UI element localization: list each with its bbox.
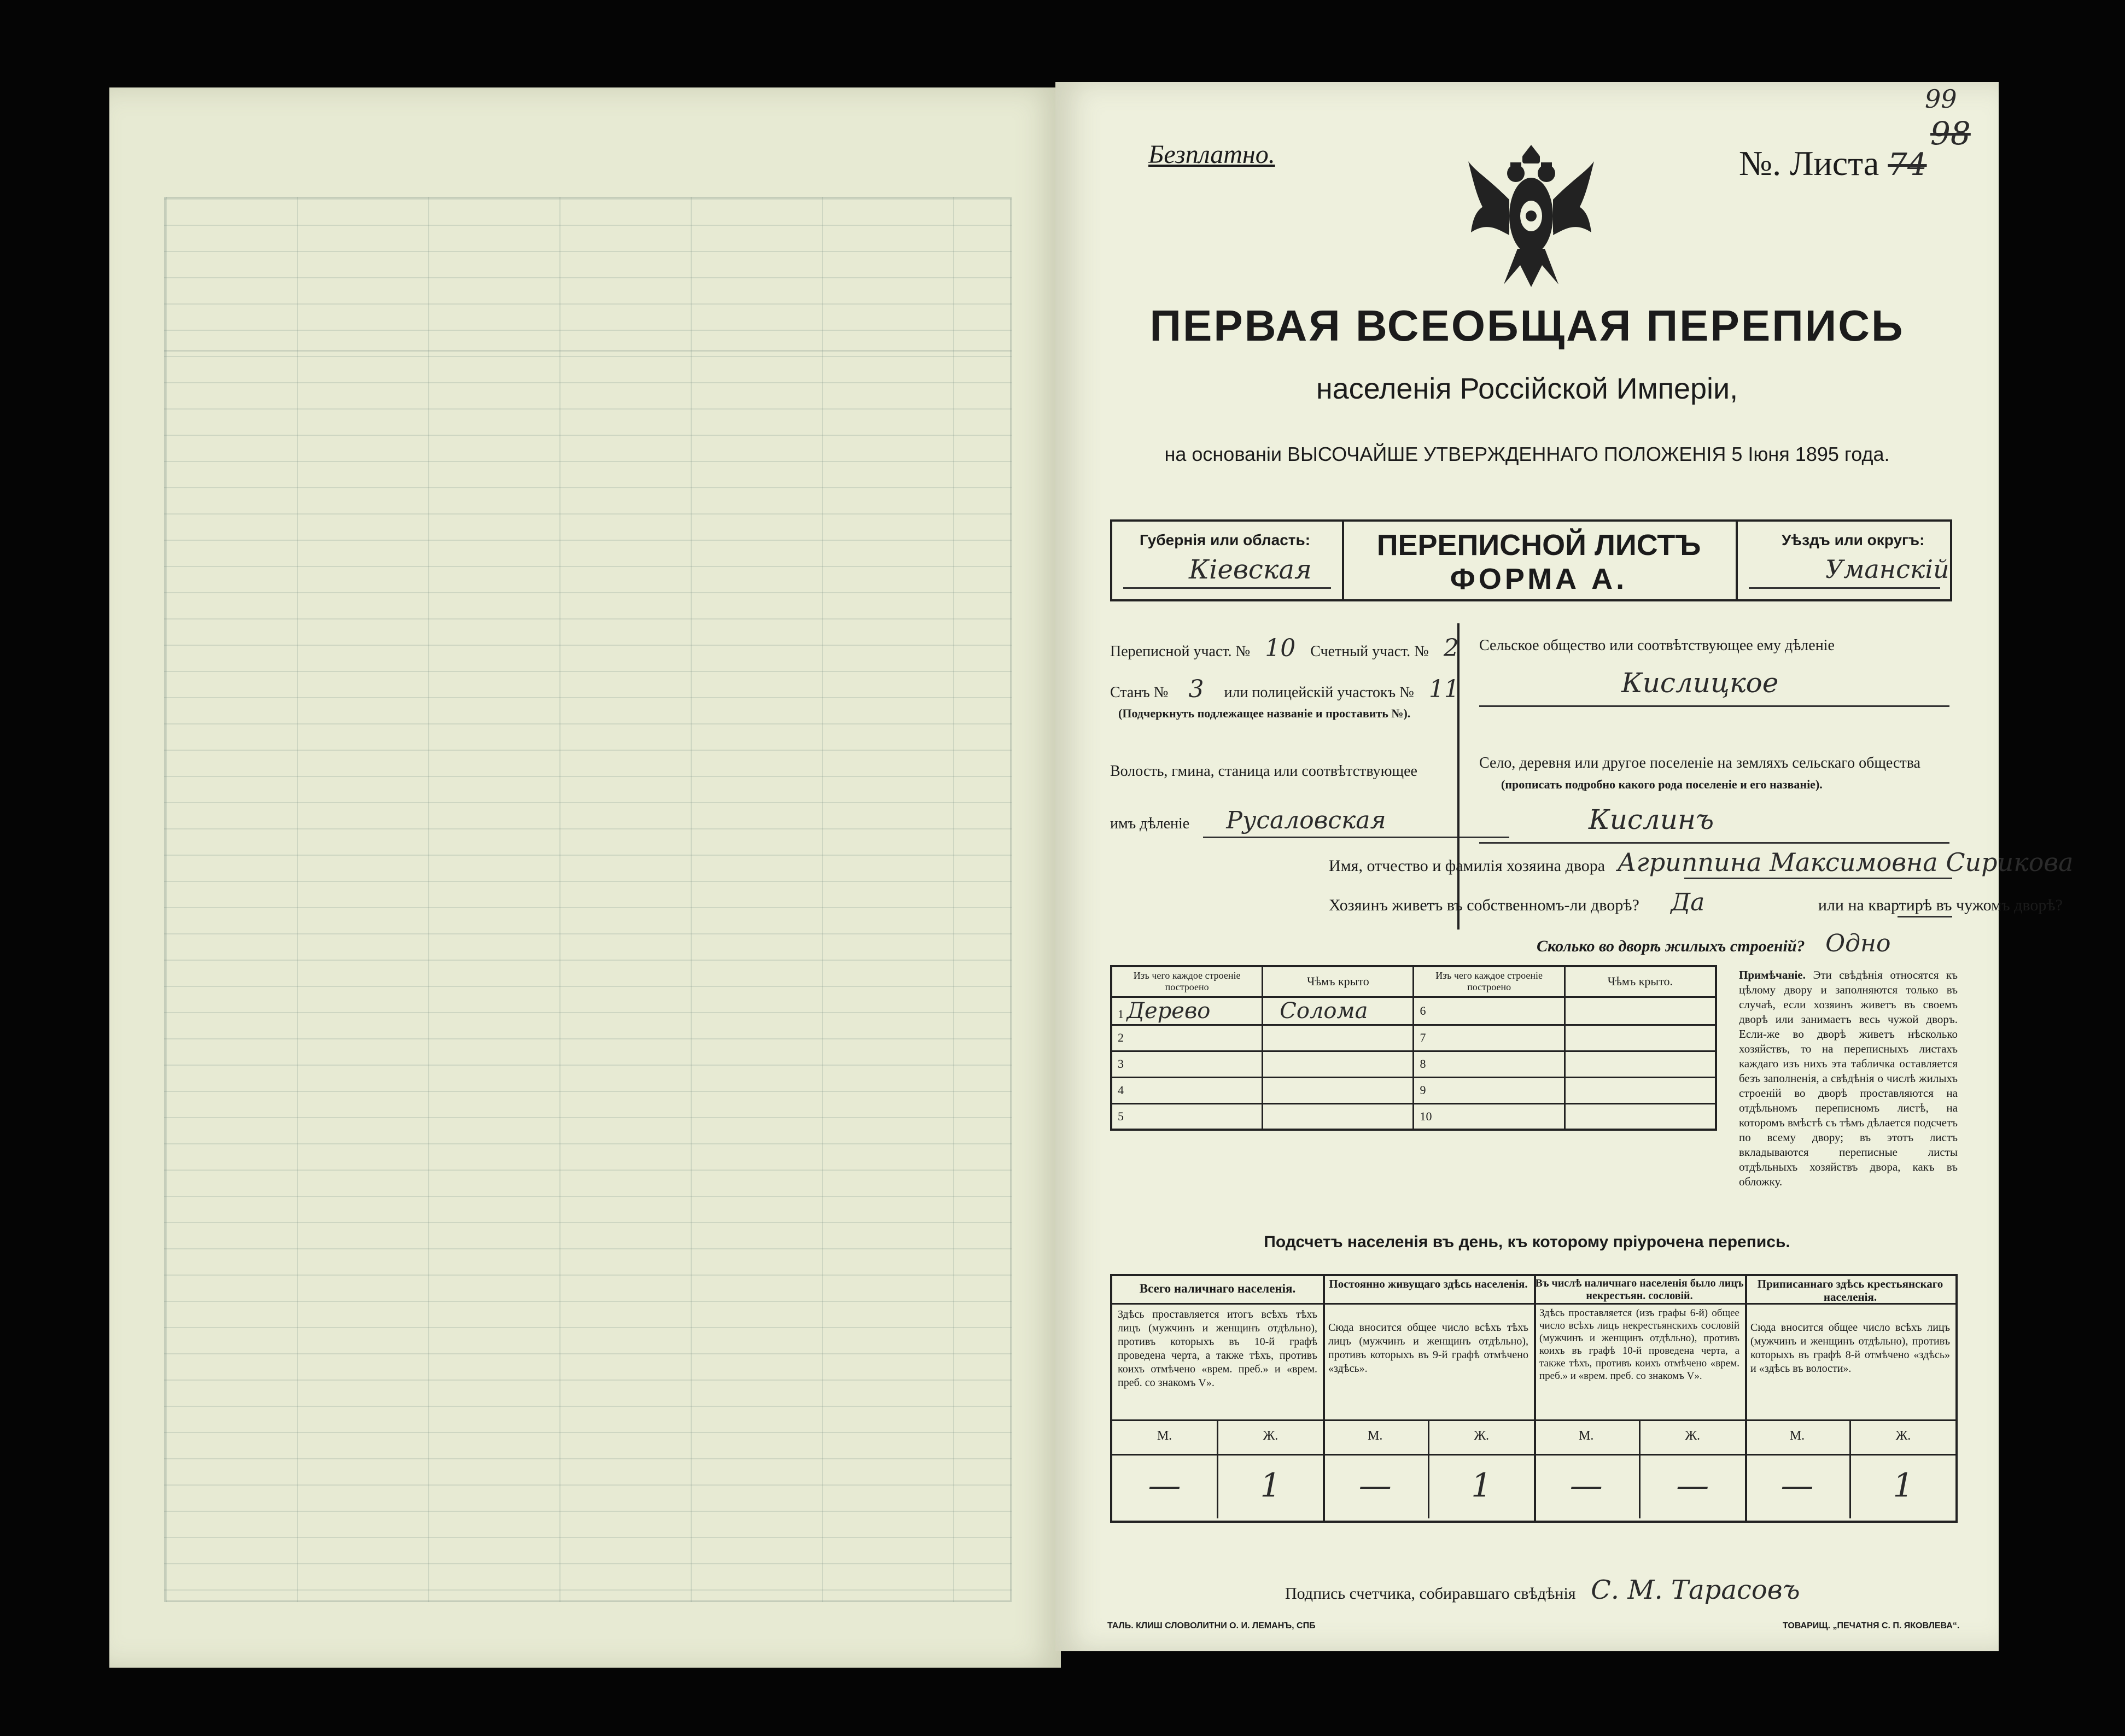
sheet-number-corner-top: 99 bbox=[1925, 84, 1957, 114]
faded-ruled-grid bbox=[164, 197, 1012, 1602]
m-value: — bbox=[1112, 1456, 1218, 1518]
form-title-cell bbox=[1342, 522, 1736, 599]
village-label: Село, деревня или другое поселеніе на земляхъ сельскаго общества bbox=[1479, 755, 1920, 771]
signature-value: С. М. Тарасовъ bbox=[1591, 1575, 1800, 1605]
m-label: М. bbox=[1534, 1421, 1641, 1454]
mf-values bbox=[1323, 1456, 1534, 1518]
summary-col-registered bbox=[1745, 1276, 1955, 1521]
mf-header bbox=[1112, 1421, 1323, 1456]
census-district-value: 10 bbox=[1265, 634, 1296, 662]
row-number: 5 bbox=[1111, 1103, 1263, 1130]
f-label: Ж. bbox=[1895, 1429, 1911, 1443]
f-value: 1 bbox=[1893, 1466, 1914, 1505]
police-label: или полицейскій участокъ № bbox=[1224, 684, 1414, 701]
village-underline bbox=[1479, 842, 1949, 844]
roof-value bbox=[1263, 1025, 1414, 1051]
underline-note: (Подчеркнуть подлежащее названіе и проставить №). bbox=[1118, 706, 1411, 720]
stan-value: 3 bbox=[1188, 675, 1204, 703]
buildings-row bbox=[1537, 930, 1891, 957]
volost-label-2: имъ дѣленіе bbox=[1110, 815, 1190, 832]
own-yard-label: Хозяинъ живетъ въ собственномъ-ли дворѣ? bbox=[1329, 896, 1639, 914]
free-label: Безплатно. bbox=[1148, 140, 1275, 169]
material-header-right: Изъ чего каждое строеніе построено bbox=[1414, 966, 1564, 997]
col-head: Въ числѣ наличнаго населенія было лицъ некрестьян. сословій. bbox=[1534, 1276, 1745, 1305]
note-title: Примѣчаніе. bbox=[1739, 968, 1806, 981]
printer-credit-left: ТАЛЬ. КЛИШ СЛОВОЛИТНИ О. И. ЛЕМАНЪ, СПБ bbox=[1107, 1621, 1316, 1630]
owner-name-row bbox=[1329, 847, 2074, 877]
material-header-left: Изъ чего каждое строеніе построено bbox=[1111, 966, 1263, 997]
row-number: 3 bbox=[1111, 1051, 1263, 1077]
table-row bbox=[1111, 1077, 1716, 1103]
sheet-number-corner: 98 bbox=[1930, 115, 1971, 152]
own-yard-value: Да bbox=[1671, 889, 1705, 916]
mf-values bbox=[1745, 1456, 1955, 1518]
mf-values bbox=[1112, 1456, 1323, 1518]
m-value: — bbox=[1745, 1456, 1851, 1518]
society-label: Сельское общество или соотвѣтствующее ему дѣленіе bbox=[1479, 637, 1835, 654]
form-title: ПЕРЕПИСНОЙ ЛИСТЪ bbox=[1376, 529, 1701, 562]
summary-table bbox=[1110, 1274, 1958, 1523]
gubernia-label: Губернія или область: bbox=[1140, 531, 1311, 548]
police-value: 11 bbox=[1428, 675, 1460, 703]
material-value: Дерево bbox=[1126, 998, 1211, 1024]
uezd-cell bbox=[1736, 522, 1952, 599]
rent-underline bbox=[1898, 916, 1952, 917]
f-value: — bbox=[1676, 1466, 1709, 1505]
sheet-label: №. Листа bbox=[1739, 144, 1879, 183]
mf-values bbox=[1534, 1456, 1745, 1518]
uezd-underline bbox=[1749, 587, 1940, 589]
f-label: Ж. bbox=[1685, 1429, 1700, 1443]
m-label: М. bbox=[1323, 1421, 1429, 1454]
mf-header bbox=[1534, 1421, 1745, 1456]
col-desc: Здѣсь проставляется (изъ графы 6-й) общее число всѣхъ лицъ некрестьянскихъ сословій (мужчинъ и женщинъ отдѣльно), противъ коихъ въ графѣ 10-й проведена черта, а также тѣхъ, противъ коихъ отмѣчено «врем. преб.» и «врем. преб. со знакомъ V». bbox=[1534, 1305, 1745, 1421]
buildings-label: Сколько во дворѣ жилыхъ строеній? bbox=[1537, 937, 1805, 955]
roof-value bbox=[1564, 1051, 1716, 1077]
roof-value bbox=[1263, 1051, 1414, 1077]
signature-label: Подпись счетчика, собиравшаго свѣдѣнія bbox=[1285, 1585, 1576, 1603]
owner-name-label: Имя, отчество и фамилія хозяина двора bbox=[1329, 857, 1606, 875]
legal-basis: на основаніи ВЫСОЧАЙШЕ УТВЕРЖДЕННАГО ПОЛОЖЕНІЯ 5 Іюня 1895 года. bbox=[1164, 443, 1890, 465]
m-value: — bbox=[1323, 1456, 1429, 1518]
page-subtitle: населенія Россійской Имперіи, bbox=[1316, 372, 1738, 405]
stan-label: Станъ № bbox=[1110, 684, 1169, 701]
buildings-value: Одно bbox=[1825, 930, 1891, 957]
row-number: 9 bbox=[1414, 1077, 1564, 1103]
mf-header bbox=[1745, 1421, 1955, 1456]
census-district-label: Переписной участ. № bbox=[1110, 643, 1251, 660]
table-row bbox=[1111, 1025, 1716, 1051]
col-head: Приписаннаго здѣсь крестьянскаго населенія. bbox=[1745, 1276, 1955, 1305]
printer-credit-right: ТОВАРИЩ. „ПЕЧАТНЯ С. П. ЯКОВЛЕВА“. bbox=[1783, 1621, 1960, 1630]
form-header-box bbox=[1110, 519, 1952, 601]
sheet-number-struck: 74 bbox=[1888, 147, 1927, 183]
society-underline bbox=[1479, 705, 1949, 707]
roof-header-right: Чѣмъ крыто. bbox=[1564, 966, 1716, 997]
summary-col-permanent bbox=[1323, 1276, 1536, 1521]
f-value: 1 bbox=[1260, 1466, 1281, 1505]
gubernia-value: Кіевская bbox=[1189, 554, 1312, 585]
summary-title: Подсчетъ населенія въ день, къ которому пріурочена перепись. bbox=[1264, 1233, 1790, 1251]
roof-value bbox=[1564, 1103, 1716, 1130]
own-yard-row bbox=[1329, 889, 2063, 916]
m-label: М. bbox=[1745, 1421, 1851, 1454]
settlement-info bbox=[1479, 623, 1960, 930]
imperial-eagle-emblem bbox=[1466, 139, 1597, 290]
count-district-value: 2 bbox=[1443, 634, 1459, 662]
col-head: Всего наличнаго населенія. bbox=[1112, 1276, 1323, 1305]
signature-row bbox=[1285, 1575, 1800, 1605]
society-value: Кислицкое bbox=[1621, 667, 1779, 699]
col-desc: Сюда вносится общее число всѣхъ лицъ (мужчинъ и женщинъ отдѣльно), противъ которыхъ въ графѣ 8-й отмѣчено «здѣсь» и «здѣсь въ волости». bbox=[1745, 1305, 1955, 1421]
owner-name-value: Агриппина Максимовна Сирикова bbox=[1617, 847, 2074, 877]
roof-header-left: Чѣмъ крыто bbox=[1263, 966, 1414, 997]
row-number: 4 bbox=[1111, 1077, 1263, 1103]
f-value: 1 bbox=[1471, 1466, 1492, 1505]
m-label: М. bbox=[1112, 1421, 1218, 1454]
col-head: Постоянно живущаго здѣсь населенія. bbox=[1323, 1276, 1534, 1305]
summary-col-total bbox=[1112, 1276, 1325, 1521]
summary-col-non-peasant bbox=[1534, 1276, 1747, 1521]
volost-underline bbox=[1203, 837, 1509, 838]
mf-header bbox=[1323, 1421, 1534, 1456]
table-row bbox=[1111, 1051, 1716, 1077]
row-number: 1 bbox=[1118, 1007, 1124, 1021]
volost-label: Волость, гмина, станица или соотвѣтствующее bbox=[1110, 763, 1417, 780]
sheet-number-label bbox=[1739, 143, 1927, 184]
count-district-label: Счетный участ. № bbox=[1310, 643, 1429, 660]
gubernia-cell bbox=[1112, 522, 1344, 599]
m-value: — bbox=[1534, 1456, 1641, 1518]
table-row bbox=[1111, 997, 1716, 1025]
row-number: 2 bbox=[1111, 1025, 1263, 1051]
row-number: 8 bbox=[1414, 1051, 1564, 1077]
row-number: 6 bbox=[1414, 997, 1564, 1025]
rent-label: или на квартирѣ въ чужомъ дворѣ? bbox=[1818, 896, 2063, 914]
note-text: Эти свѣдѣнія относятся къ цѣлому двору и заполняются только въ случаѣ, если хозяинъ живетъ въ своемъ дворѣ или занимаетъ весь чужой дворъ. Если-же во дворѣ живетъ нѣсколько хозяйствъ, то на переписныхъ листахъ каждаго изъ нихъ эта табличка оставляется безъ заполненія, а свѣдѣнія о числѣ жилыхъ строеній во дворѣ проставляются на отдѣльномъ переписномъ листѣ, на которомъ вмѣстѣ съ тѣмъ дѣлается подсчетъ по всему двору; въ этотъ листъ вкладываются переписные листы отдѣльныхъ хозяйствъ двора, какъ въ обложку. bbox=[1739, 968, 1958, 1188]
table-row bbox=[1111, 1103, 1716, 1130]
owner-name-underline bbox=[1684, 878, 1952, 879]
uezd-value: Уманскій bbox=[1825, 554, 1949, 584]
col-desc: Здѣсь проставляется итогъ всѣхъ тѣхъ лицъ (мужчинъ и женщинъ отдѣльно), противъ которыхъ въ 10-й графѣ проведена черта, а также тѣхъ, противъ коихъ отмѣчено «врем. преб.» и «врем. преб. со знакомъ V». bbox=[1112, 1305, 1323, 1421]
village-note: (прописать подробно какого рода поселеніе и его названіе). bbox=[1501, 778, 1823, 791]
volost-value: Русаловская bbox=[1226, 806, 1386, 834]
roof-value: Солома bbox=[1280, 998, 1368, 1024]
roof-value bbox=[1564, 1077, 1716, 1103]
f-label: Ж. bbox=[1263, 1429, 1278, 1443]
uezd-label: Уѣздъ или округъ: bbox=[1782, 531, 1925, 548]
note-block bbox=[1739, 968, 1958, 1189]
col-desc: Сюда вносится общее число всѣхъ тѣхъ лицъ (мужчинъ и женщинъ отдѣльно), противъ которыхъ въ 9-й графѣ отмѣчено «здѣсь». bbox=[1323, 1305, 1534, 1421]
roof-value bbox=[1564, 997, 1716, 1025]
census-form-page bbox=[1055, 82, 2074, 1651]
roof-value bbox=[1564, 1025, 1716, 1051]
page-title: ПЕРВАЯ ВСЕОБЩАЯ ПЕРЕПИСЬ bbox=[1149, 301, 1905, 350]
buildings-table bbox=[1110, 965, 1717, 1131]
village-value: Кислинъ bbox=[1589, 804, 1714, 835]
gubernia-underline bbox=[1123, 587, 1331, 589]
roof-value bbox=[1263, 1077, 1414, 1103]
left-page bbox=[109, 87, 1061, 1668]
f-label: Ж. bbox=[1474, 1429, 1489, 1443]
row-number: 7 bbox=[1414, 1025, 1564, 1051]
row-number: 10 bbox=[1414, 1103, 1564, 1130]
form-subtitle: ФОРМА А. bbox=[1450, 563, 1628, 595]
roof-value bbox=[1263, 1103, 1414, 1130]
info-divider bbox=[1457, 623, 1460, 930]
